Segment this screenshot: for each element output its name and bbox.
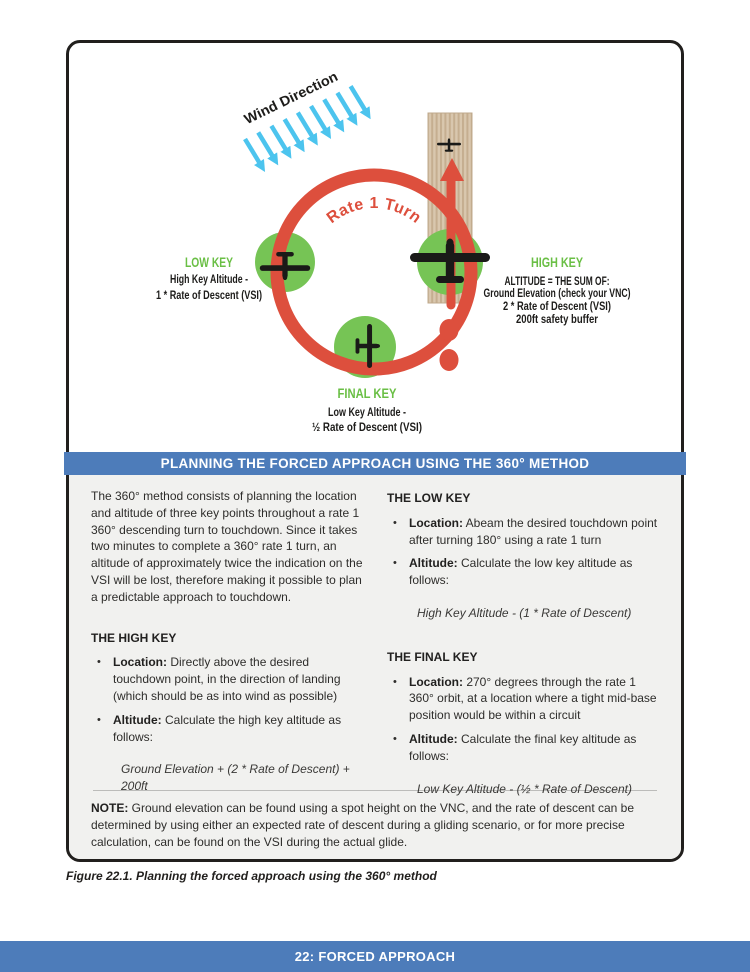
section-low-key — [387, 490, 659, 622]
right-column — [387, 488, 659, 796]
bullet-label: Altitude: — [113, 712, 162, 727]
bullet-label: Location: — [409, 674, 463, 689]
rate-1-turn-label: Rate 1 Turn — [323, 194, 425, 228]
left-column — [91, 488, 363, 794]
final-key-altitude-line: ½ Rate of Descent (VSI) — [312, 422, 423, 434]
figure-frame — [66, 40, 684, 862]
final-key-formula: Low Key Altitude - (½ * Rate of Descent) — [417, 781, 632, 796]
figure-caption: Figure 22.1. Planning the forced approach using the 360° method — [66, 869, 437, 883]
bullet-text: Altitude: Calculate the final key altitude as follows: — [409, 731, 637, 763]
bullet-item — [97, 654, 363, 704]
bullet-icon: • — [393, 557, 397, 570]
panel-title-bar — [64, 452, 686, 475]
wind-arrow-icon — [298, 113, 315, 141]
bullet-text: Location: Abeam the desired touchdown point after turning 180° using a rate 1 turn — [409, 515, 658, 547]
wind-direction-label: Wind Direction — [241, 69, 338, 128]
section-heading: THE FINAL KEY — [387, 649, 478, 664]
bullet-text: Altitude: Calculate the high key altitude as follows: — [113, 712, 342, 744]
high-key-altitude-line: ALTITUDE = THE SUM OF: — [504, 276, 610, 288]
intro-paragraph: The 360° method consists of planning the location and altitude of three key points throughout a rate 1 360° descending turn to touchdown. Since it takes two minutes to complete a 360° rate 1 turn, an altitude of approximately twice the indication on the VSI will be lost, therefore making it possible to plan a predictable approach to touchdown. — [91, 489, 363, 604]
wind-arrow-icon — [324, 99, 341, 127]
high-key-altitude-line: 200ft safety buffer — [516, 314, 599, 326]
bullet-label: Altitude: — [409, 556, 458, 571]
low-key-formula: High Key Altitude - (1 * Rate of Descent) — [417, 605, 632, 620]
wind-arrow-icon — [271, 126, 288, 154]
wind-arrow-icon — [245, 139, 262, 167]
bullet-icon: • — [393, 516, 397, 529]
low-key-label: LOW KEY — [185, 254, 234, 270]
bullet-label: Location: — [113, 655, 167, 670]
note-label: NOTE: — [91, 801, 129, 815]
bullet-text: Location: Directly above the desired touchdown point, in the direction of landing (which should be as into wind as possible) — [113, 655, 341, 703]
low-key-altitude-line: 1 * Rate of Descent (VSI) — [156, 290, 263, 302]
section-heading: THE LOW KEY — [387, 491, 471, 505]
bullet-text: Location: 270° degrees through the rate 1 360° orbit, at a location where a tight mid-base position would be within a circuit — [409, 674, 657, 723]
bullet-item — [97, 712, 363, 746]
wind-arrow-icon — [285, 119, 302, 147]
bullet-item — [393, 674, 659, 724]
bullet-label: Location: — [409, 515, 463, 530]
bullet-label: Altitude: — [409, 731, 458, 746]
wind-arrow-icon — [337, 93, 354, 121]
bullet-icon: • — [393, 732, 397, 745]
section-high-key — [91, 630, 363, 795]
forced-approach-diagram — [66, 40, 684, 452]
wind-arrow-icon — [311, 106, 328, 134]
bullet-icon: • — [97, 713, 101, 726]
bullet-item — [393, 555, 659, 589]
high-key-label: HIGH KEY — [531, 254, 584, 270]
bullet-icon: • — [97, 656, 101, 669]
section-final-key — [387, 649, 659, 798]
panel-title: PLANNING THE FORCED APPROACH USING THE 360° METHOD — [160, 456, 590, 471]
high-key-formula: Ground Elevation + (2 * Rate of Descent) + 200ft — [121, 762, 350, 794]
wind-arrow-icon — [258, 132, 275, 160]
bullet-text: Altitude: Calculate the low key altitude as follows: — [409, 556, 633, 588]
high-key-altitude-line: 2 * Rate of Descent (VSI) — [503, 301, 612, 313]
low-key-altitude-line: High Key Altitude - — [170, 274, 249, 286]
wind-arrow-icon — [351, 86, 368, 114]
bullet-icon: • — [393, 675, 397, 688]
final-key-altitude-line: Low Key Altitude - — [328, 407, 407, 419]
section-heading: THE HIGH KEY — [91, 630, 177, 645]
note-paragraph: NOTE: Ground elevation can be found using a spot height on the VNC, and the rate of descent can be determined by using either an expected rate of descent during a gliding scenario, or for more precise calculation, can be found on the VSI during the actual glide. — [91, 801, 635, 849]
high-key-altitude-line: Ground Elevation (check your VNC) — [483, 288, 631, 300]
bullet-item — [393, 515, 659, 549]
bullet-item — [393, 731, 659, 765]
footer-bar — [0, 941, 750, 972]
final-key-label: FINAL KEY — [337, 385, 398, 401]
panel-content — [69, 475, 681, 859]
page-footer-label: 22: FORCED APPROACH — [294, 949, 456, 964]
